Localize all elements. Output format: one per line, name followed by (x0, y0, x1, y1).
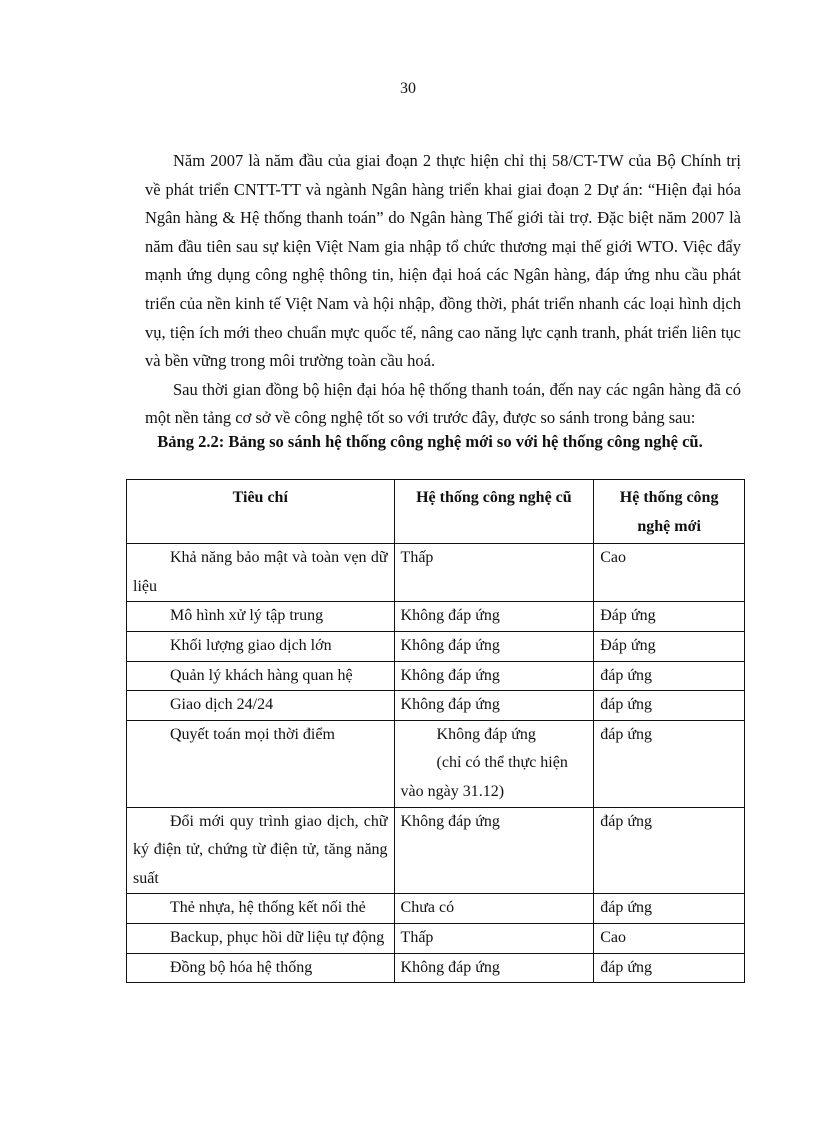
row-new-value: đáp ứng (594, 720, 745, 807)
table-row (127, 544, 745, 602)
row-new-value: Đáp ứng (594, 631, 745, 661)
row-criteria: Mô hình xử lý tập trung (127, 602, 395, 632)
row-old-value: Không đáp ứng (394, 631, 594, 661)
row-old-value: Không đáp ứng (394, 661, 594, 691)
table-row (127, 923, 745, 953)
page-number: 30 (400, 80, 416, 97)
table-caption: Bảng 2.2: Bảng so sánh hệ thống công nghệ mới so với hệ thống công nghệ cũ. (157, 432, 703, 451)
comparison-table (126, 479, 745, 983)
header-new-system (594, 480, 745, 544)
row-old-value: Không đáp ứng (394, 602, 594, 632)
old-value-main: Không đáp ứng (436, 725, 536, 743)
row-old-value: Không đáp ứng (394, 691, 594, 721)
header-new-line1: Hệ thống công (619, 489, 719, 506)
table-row (127, 720, 745, 807)
row-criteria: Đồng bộ hóa hệ thống (127, 953, 395, 983)
row-old-value (394, 720, 594, 807)
paragraph-intro: Năm 2007 là năm đầu của giai đoạn 2 thực hiện chỉ thị 58/CT-TW của Bộ Chính trị về phát triển CNTT-TT và ngành Ngân hàng triển khai giai đoạn 2 Dự án: “Hiện đại hóa Ngân hàng & Hệ thống thanh toán” do Ngân hàng Thế giới tài trợ. Đặc biệt năm 2007 là năm đầu tiên sau sự kiện Việt Nam gia nhập tổ chức thương mại thế giới WTO. Việc đẩy mạnh ứng dụng công nghệ thông tin, hiện đại hoá các Ngân hàng, đáp ứng nhu cầu phát triển của nền kinh tế Việt Nam và hội nhập, đồng thời, phát triển nhanh các loại hình dịch vụ, tiện ích mới theo chuẩn mực quốc tế, nâng cao năng lực cạnh tranh, phát triển liên tục và bền vững trong môi trường toàn cầu hoá. (145, 151, 741, 371)
table-row (127, 807, 745, 894)
table-row (127, 661, 745, 691)
header-new-line2: nghệ mới (637, 517, 701, 535)
row-old-value: Thấp (394, 923, 594, 953)
row-old-value: Không đáp ứng (394, 953, 594, 983)
row-new-value: đáp ứng (594, 953, 745, 983)
row-criteria: Giao dịch 24/24 (127, 691, 395, 721)
row-criteria: Khả năng bảo mật và toàn vẹn dữ liệu (127, 544, 395, 602)
row-new-value: đáp ứng (594, 894, 745, 924)
row-criteria: Khối lượng giao dịch lớn (127, 631, 395, 661)
row-new-value: Cao (594, 923, 745, 953)
row-old-value: Không đáp ứng (394, 807, 594, 894)
row-new-value: Cao (594, 544, 745, 602)
row-new-value: đáp ứng (594, 807, 745, 894)
header-old-system: Hệ thống công nghệ cũ (394, 480, 594, 544)
row-criteria: Quyết toán mọi thời điểm (127, 720, 395, 807)
row-new-value: Đáp ứng (594, 602, 745, 632)
table-row (127, 894, 745, 924)
table-row (127, 691, 745, 721)
row-criteria: Quản lý khách hàng quan hệ (127, 661, 395, 691)
row-new-value: đáp ứng (594, 691, 745, 721)
table-row (127, 631, 745, 661)
row-new-value: đáp ứng (594, 661, 745, 691)
table-row (127, 602, 745, 632)
paragraph-comparison: Sau thời gian đồng bộ hiện đại hóa hệ thống thanh toán, đến nay các ngân hàng đã có một nền tảng cơ sở về công nghệ tốt so với trước đây, được so sánh trong bảng sau: (145, 379, 741, 428)
old-value-note-line2: vào ngày 31.12) (400, 782, 505, 800)
header-criteria: Tiêu chí (127, 480, 395, 544)
row-criteria: Thẻ nhựa, hệ thống kết nối thẻ (127, 894, 395, 924)
table-header-row (127, 480, 745, 544)
row-criteria: Đổi mới quy trình giao dịch, chữ ký điện tử, chứng từ điện tử, tăng năng suất (127, 807, 395, 894)
table-row (127, 953, 745, 983)
row-criteria: Backup, phục hồi dữ liệu tự động (127, 923, 395, 953)
row-old-value: Thấp (394, 544, 594, 602)
body-text (145, 147, 741, 433)
old-value-note-line1: (chỉ có thể thực hiện (436, 754, 568, 772)
row-old-value: Chưa có (394, 894, 594, 924)
